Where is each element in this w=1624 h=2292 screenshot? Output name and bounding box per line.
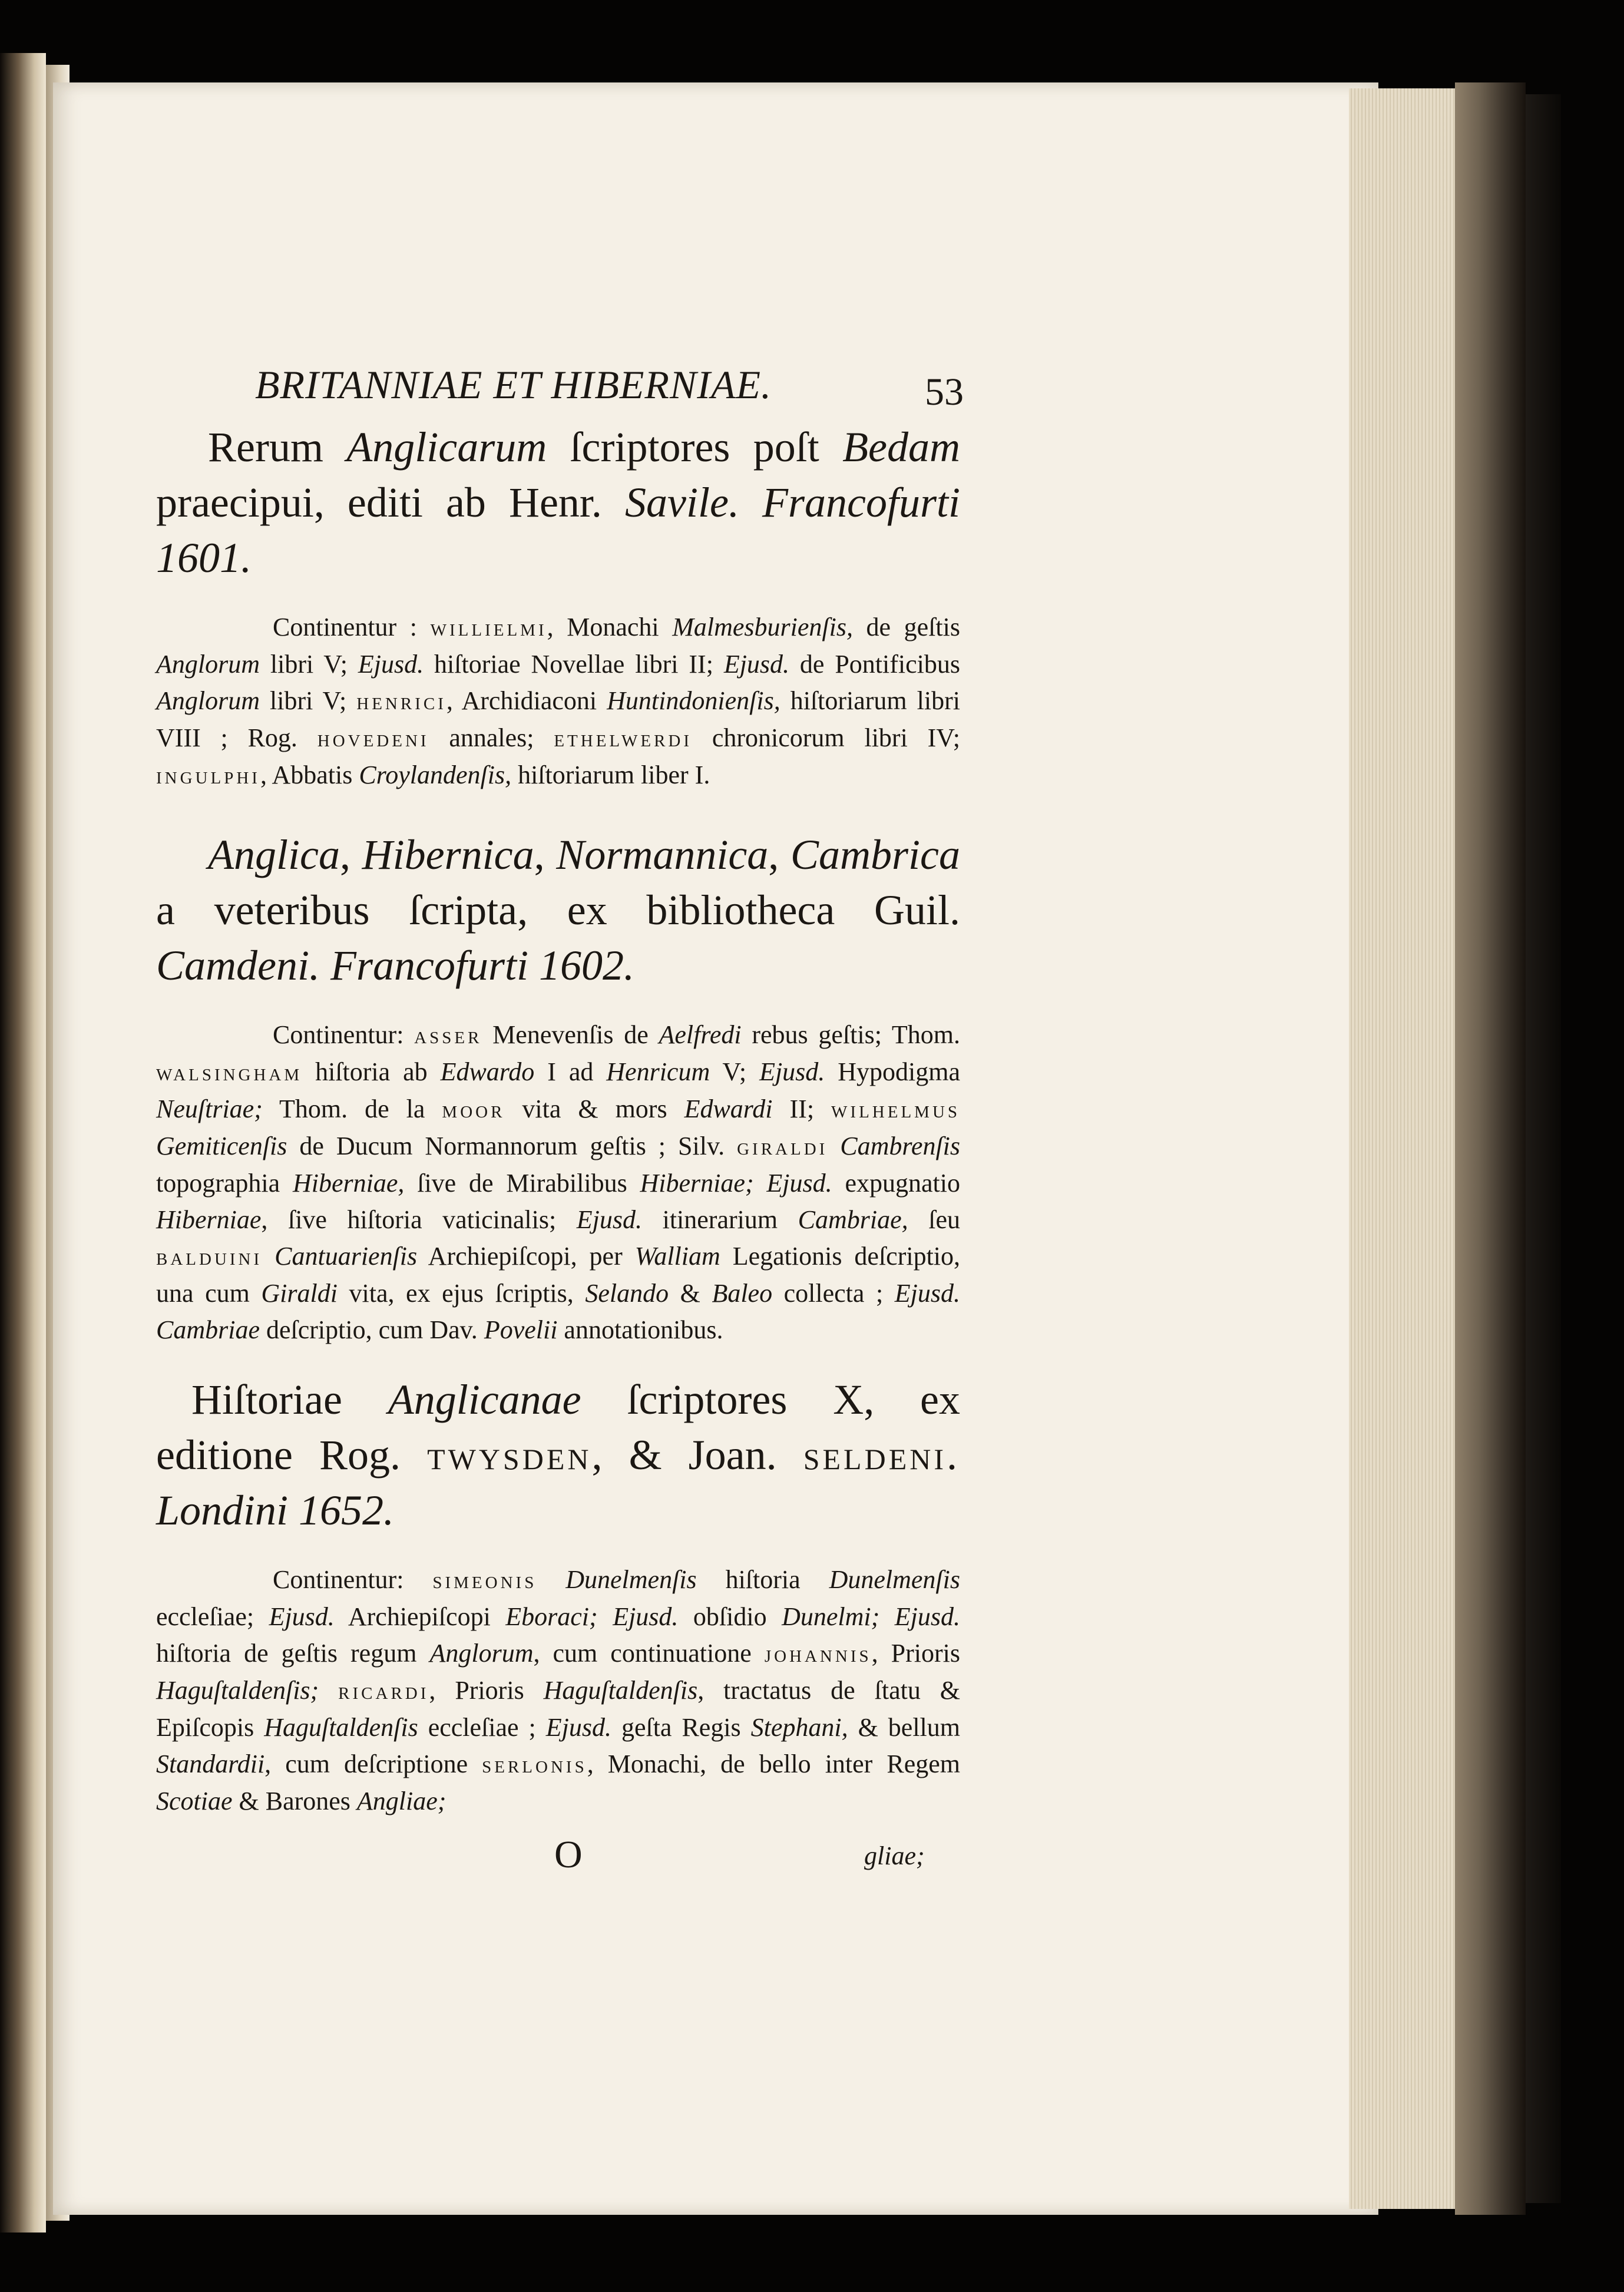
italic-run: Savile. bbox=[625, 479, 739, 526]
author-name: willielmi bbox=[430, 614, 547, 641]
italic-run: Cambriae bbox=[156, 1315, 260, 1344]
italic-run: Francofurti 1602. bbox=[330, 942, 634, 989]
italic-run: Edwardo bbox=[440, 1057, 535, 1086]
italic-run: Anglorum bbox=[429, 1639, 534, 1668]
italic-run: Ejusd. bbox=[545, 1713, 611, 1742]
italic-run: Giraldi bbox=[261, 1279, 338, 1308]
running-head bbox=[156, 348, 964, 414]
italic-run: Hiberniae; bbox=[640, 1169, 754, 1198]
author-name: wilhelmus bbox=[831, 1096, 961, 1123]
italic-run: Anglica bbox=[208, 831, 340, 878]
italic-run: Povelii bbox=[484, 1315, 558, 1344]
author-name: simeonis bbox=[432, 1567, 537, 1594]
italic-run: Ejusd. bbox=[723, 650, 790, 679]
cover-edge bbox=[1526, 94, 1561, 2203]
italic-run: Angliae; bbox=[356, 1787, 446, 1815]
italic-run: Ejusd. bbox=[613, 1602, 679, 1631]
author-name: moor bbox=[442, 1096, 505, 1123]
italic-run: Henricum bbox=[606, 1057, 710, 1086]
italic-run: Bedam bbox=[842, 424, 960, 471]
italic-run: Dunelmenſis bbox=[829, 1565, 960, 1594]
italic-run: Stephani, bbox=[750, 1713, 848, 1742]
italic-run: Croylandenſis, bbox=[359, 760, 512, 789]
italic-run: Ejusd. bbox=[766, 1169, 832, 1198]
italic-run: Anglicarum bbox=[346, 424, 547, 471]
italic-run: Anglorum bbox=[156, 686, 260, 715]
italic-run: Haguſtaldenſis bbox=[264, 1713, 418, 1742]
italic-run: Eboraci; bbox=[505, 1602, 598, 1631]
italic-run: Ejusd. bbox=[894, 1602, 960, 1631]
italic-run: Cambrenſis bbox=[840, 1132, 961, 1160]
italic-run: Ejusd. bbox=[759, 1057, 825, 1086]
italic-run: Anglorum bbox=[156, 650, 260, 679]
italic-run: Haguſtaldenſis bbox=[543, 1676, 698, 1705]
entry-title: Rerum Anglicarum ſcriptores poſt Bedam praecipui, editi ab Henr. Savile. Francofurti 1601. bbox=[156, 424, 961, 581]
italic-run: Cambriae, bbox=[798, 1205, 908, 1234]
italic-run: Hibernica bbox=[362, 831, 534, 878]
italic-run: Baleo bbox=[712, 1279, 773, 1308]
author-name: ethelwerdi bbox=[554, 725, 693, 752]
page-footer bbox=[156, 1824, 960, 1889]
italic-run: Hiberniae bbox=[156, 1205, 262, 1234]
italic-run: Edwardi bbox=[684, 1094, 773, 1123]
editor-name: seldeni. bbox=[803, 1431, 961, 1479]
author-name: serlonis bbox=[482, 1751, 587, 1778]
italic-run: Haguſtaldenſis; bbox=[156, 1676, 319, 1705]
italic-run: Huntindonienſis, bbox=[607, 686, 780, 715]
author-name: johannis bbox=[764, 1641, 872, 1668]
cover-board bbox=[1455, 82, 1526, 2215]
signature-mark: O bbox=[554, 1833, 583, 1876]
catchword: gliae; bbox=[864, 1841, 925, 1870]
italic-run: Normannica bbox=[556, 831, 769, 878]
author-name: walsingham bbox=[156, 1059, 303, 1086]
italic-run: Ejusd. bbox=[894, 1279, 960, 1308]
italic-run: Camdeni. bbox=[156, 942, 320, 989]
author-name: ricardi bbox=[338, 1678, 429, 1705]
italic-run: Standardii bbox=[156, 1749, 265, 1778]
italic-run: Malmesburienſis, bbox=[672, 613, 853, 641]
italic-run: Londini 1652. bbox=[156, 1487, 395, 1534]
page-content bbox=[156, 348, 964, 1889]
entry-title: Anglica, Hibernica, Normannica, Cambrica a veteribus ſcripta, ex bibliotheca Guil. Camdeni. Francofurti 1602. bbox=[156, 831, 960, 989]
italic-run: Selando bbox=[585, 1279, 669, 1308]
entry-contents: Continentur: asser Menevenſis de Aelfredi rebus geſtis; Thom. walsingham hiſtoria ab Edwardo I ad Henricum V; Ejusd. Hypodigma Neuſtriae; Thom. de la moor vita & mors Edwardi II; wilhelmus Gemiticenſis de Ducum Normannorum geſtis ; Silv. giraldi Cambrenſis topographia Hiberniae, ſive de Mirabilibus Hiberniae; Ejusd. expugnatio Hiberniae, ſive hiſtoria vaticinalis; Ejusd. itinerarium Cambriae, ſeu balduini Cantuarienſis Archiepiſcopi, per Walliam Legationis deſcriptio, una cum Giraldi vita, ex ejus ſcriptis, Selando & Baleo collecta ; Ejusd. Cambriae deſcriptio, cum Dav. Povelii annotationibus. bbox=[156, 1020, 961, 1344]
entry-contents: Continentur: simeonis Dunelmenſis hiſtoria Dunelmenſis eccleſiae; Ejusd. Archiepiſcopi Eboraci; Ejusd. obſidio Dunelmi; Ejusd. hiſtoria de geſtis regum Anglorum, cum continuatione johannis, Prioris Haguſtaldenſis; ricardi, Prioris Haguſtaldenſis, tractatus de ſtatu & Epiſcopis Haguſtaldenſis eccleſiae ; Ejusd. geſta Regis Stephani, & bellum Standardii, cum deſcriptione serlonis, Monachi, de bello inter Regem Scotiae & Barones Angliae; bbox=[156, 1565, 961, 1815]
previous-page-edge bbox=[0, 53, 46, 2233]
italic-run: Dunelmi; bbox=[782, 1602, 880, 1631]
entry-contents: Continentur : willielmi, Monachi Malmesburienſis, de geſtis Anglorum libri V; Ejusd. hiſtoriae Novellae libri II; Ejusd. de Pontificibus Anglorum libri V; henrici, Archidiaconi Huntindonienſis, hiſtoriarum libri VIII ; Rog. hovedeni annales; ethelwerdi chronicorum libri IV; ingulphi, Abbatis Croylandenſis, hiſtoriarum liber I. bbox=[156, 613, 961, 789]
entry-title: Hiſtoriae Anglicanae ſcriptores X, ex editione Rog. twysden, & Joan. seldeni. Londini 1652. bbox=[156, 1376, 961, 1534]
italic-run: Ejusd. bbox=[358, 650, 424, 679]
italic-run: Walliam bbox=[634, 1242, 720, 1271]
italic-run: Neuſtriae; bbox=[156, 1094, 263, 1123]
italic-run: Ejusd. bbox=[576, 1205, 643, 1234]
author-name: giraldi bbox=[737, 1133, 828, 1160]
running-title: BRITANNIAE ET HIBERNIAE. bbox=[255, 362, 772, 407]
italic-run: Scotiae bbox=[156, 1787, 233, 1815]
italic-run: Aelfredi bbox=[659, 1020, 742, 1049]
italic-run: Cambrica bbox=[790, 831, 960, 878]
page-block-edges bbox=[1349, 88, 1455, 2209]
italic-run: Cantuarienſis bbox=[274, 1242, 418, 1271]
author-name: asser bbox=[414, 1022, 482, 1049]
italic-run: Dunelmenſis bbox=[565, 1565, 697, 1594]
author-name: hovedeni bbox=[317, 725, 429, 752]
italic-run: Hiberniae, bbox=[292, 1169, 405, 1198]
author-name: henrici bbox=[356, 688, 446, 715]
italic-run: Gemiticenſis bbox=[156, 1132, 287, 1160]
page-number: 53 bbox=[925, 371, 964, 414]
italic-run: Francofurti 1601. bbox=[156, 479, 961, 581]
editor-name: twysden bbox=[427, 1431, 592, 1479]
author-name: ingulphi bbox=[156, 762, 260, 789]
italic-run: Anglicanae bbox=[388, 1376, 581, 1423]
italic-run: Ejusd. bbox=[269, 1602, 335, 1631]
author-name: balduini bbox=[156, 1243, 263, 1271]
